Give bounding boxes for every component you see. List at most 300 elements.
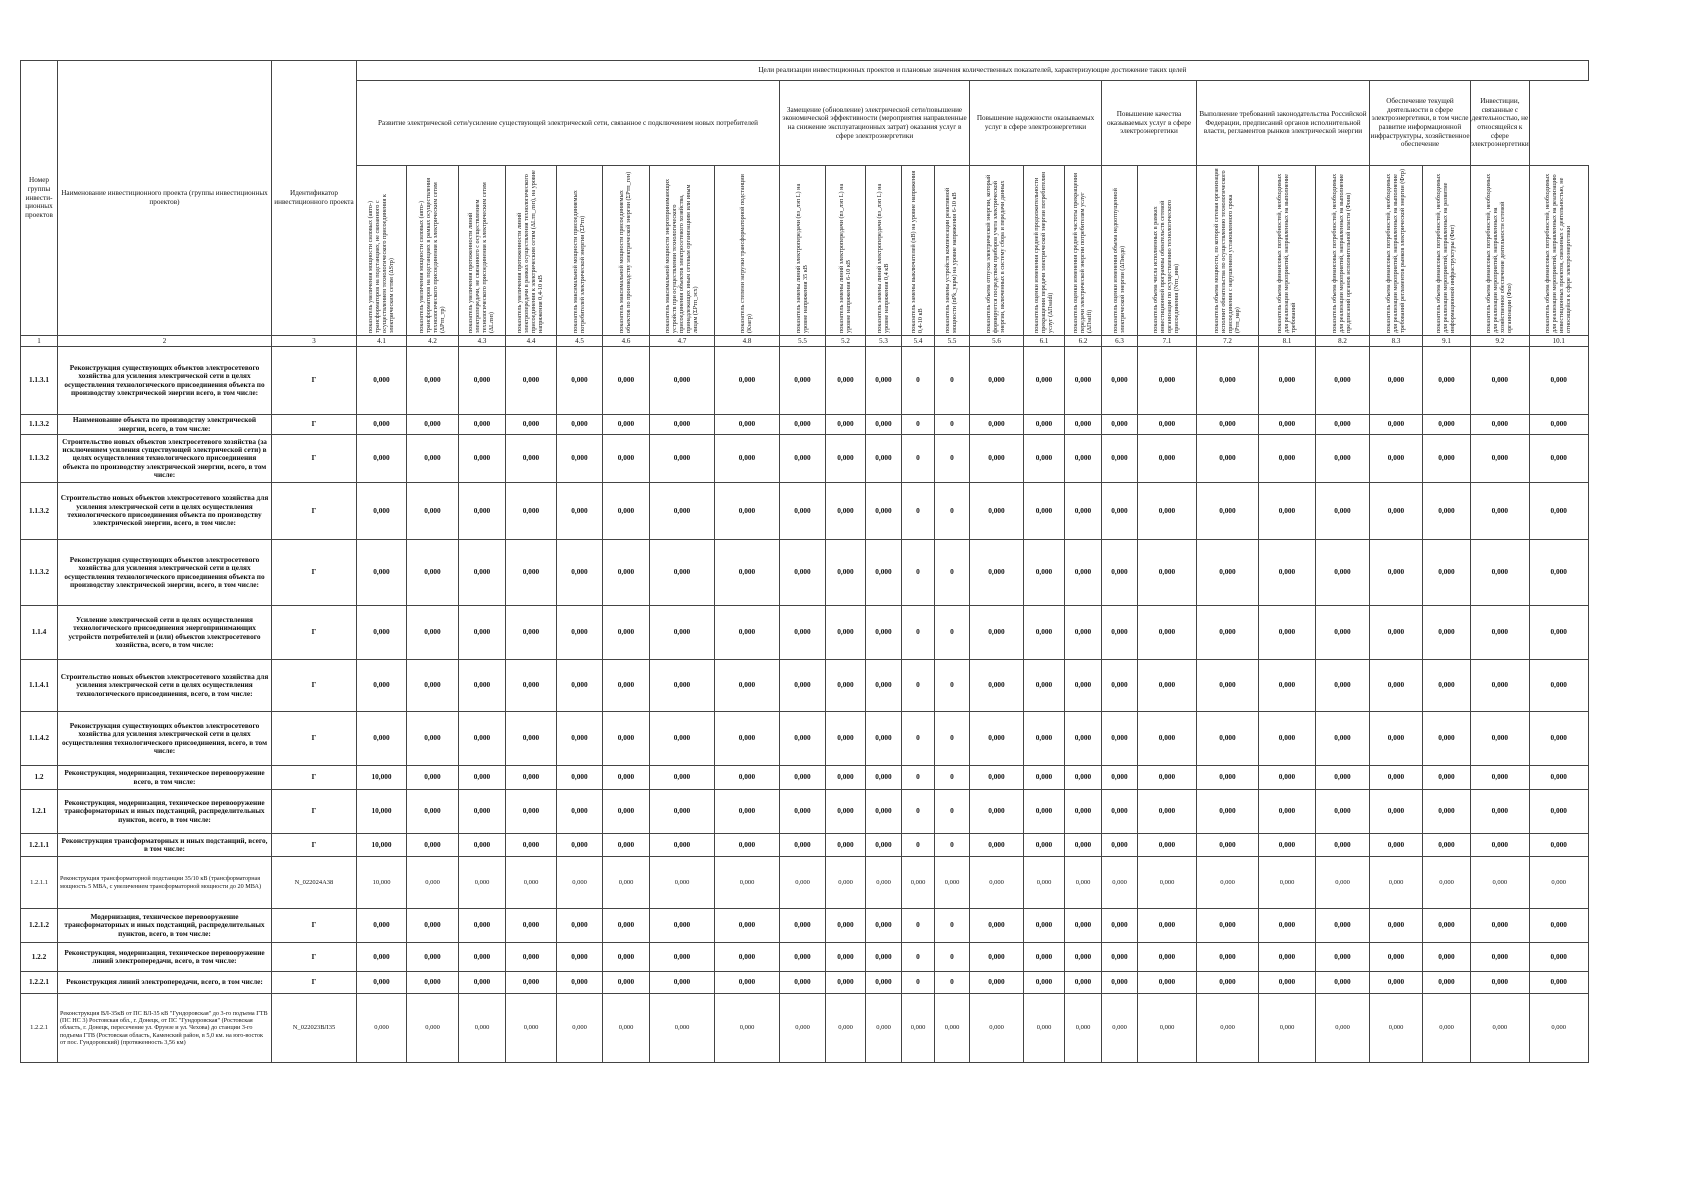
row-value: 0,000 <box>866 660 902 712</box>
row-value: 0,000 <box>715 943 780 972</box>
row-value: 0,000 <box>459 766 506 790</box>
row-value: 0,000 <box>715 766 780 790</box>
row-value: 0,000 <box>1138 540 1197 606</box>
row-project-id: Г <box>272 415 357 435</box>
table-row <box>21 606 1589 660</box>
row-value: 0,000 <box>603 415 650 435</box>
row-value: 0,000 <box>357 435 407 483</box>
header-indicator <box>1024 166 1065 336</box>
row-value: 0,000 <box>1529 857 1588 909</box>
row-value: 0,000 <box>1316 435 1370 483</box>
row-value: 0,000 <box>603 790 650 834</box>
column-number: 7.2 <box>1197 336 1259 347</box>
row-value: 0,000 <box>780 712 826 766</box>
header-indicator-label: показатель объема финансовых потребностей, необходимых для реализации мероприятий, направленных на реализацию инвестиционных проектов, связанных с деятельностью, не относящейся к сфере электроэнергетики <box>1543 173 1572 333</box>
row-value: 0,000 <box>1138 712 1197 766</box>
row-value: 0,000 <box>650 435 715 483</box>
header-indicator <box>1423 166 1471 336</box>
table-row <box>21 540 1589 606</box>
row-value: 0,000 <box>1316 415 1370 435</box>
row-value: 0 <box>902 540 935 606</box>
row-value: 0,000 <box>1423 972 1471 994</box>
row-value: 0,000 <box>1423 834 1471 857</box>
row-value: 0,000 <box>1065 857 1102 909</box>
row-project-id: Г <box>272 660 357 712</box>
row-value: 0,000 <box>1024 606 1065 660</box>
row-value: 0,000 <box>1065 540 1102 606</box>
row-value: 0,000 <box>1316 660 1370 712</box>
row-value: 0 <box>935 909 970 943</box>
row-value: 0,000 <box>1102 857 1138 909</box>
column-number: 2 <box>58 336 272 347</box>
row-value: 0,000 <box>1102 712 1138 766</box>
row-value: 0,000 <box>1024 790 1065 834</box>
row-value: 0,000 <box>506 972 557 994</box>
row-value: 0,000 <box>1423 909 1471 943</box>
row-value: 0,000 <box>780 972 826 994</box>
row-value: 0,000 <box>826 660 866 712</box>
row-value: 0,000 <box>1370 660 1423 712</box>
row-value: 0,000 <box>1102 347 1138 415</box>
row-value: 0,000 <box>715 660 780 712</box>
row-value: 0,000 <box>1065 994 1102 1063</box>
row-value: 0,000 <box>407 834 459 857</box>
row-value: 0,000 <box>1197 857 1259 909</box>
row-value: 0,000 <box>1529 994 1588 1063</box>
row-project-name: Реконструкция существующих объектов электросетевого хозяйства для усиления электрической сети в целях осуществления технологического присоединения, всего, в том числе: <box>58 712 272 766</box>
row-value: 0,000 <box>866 540 902 606</box>
row-value: 0,000 <box>407 483 459 540</box>
row-project-name: Наименование объекта по производству электрической энергии, всего, в том числе: <box>58 415 272 435</box>
row-value: 0,000 <box>826 994 866 1063</box>
row-value: 0,000 <box>970 909 1024 943</box>
row-value: 0,000 <box>407 790 459 834</box>
row-value: 0,000 <box>650 857 715 909</box>
row-value: 0,000 <box>715 834 780 857</box>
row-value: 0,000 <box>780 606 826 660</box>
row-value: 0,000 <box>826 909 866 943</box>
row-value: 0,000 <box>357 606 407 660</box>
header-project-id: Идентификатор инвестиционного проекта <box>272 61 357 336</box>
header-indicator <box>780 166 826 336</box>
row-value: 0,000 <box>650 790 715 834</box>
row-value: 0,000 <box>935 994 970 1063</box>
row-value: 0,000 <box>1529 540 1588 606</box>
row-value: 0,000 <box>557 857 603 909</box>
investment-table <box>20 60 1589 1063</box>
header-indicator <box>1102 166 1138 336</box>
column-number: 5.5 <box>935 336 970 347</box>
table-row <box>21 972 1589 994</box>
table-row <box>21 660 1589 712</box>
row-value: 0,000 <box>1138 347 1197 415</box>
column-number: 5.6 <box>970 336 1024 347</box>
row-value: 0,000 <box>1197 435 1259 483</box>
row-value: 0,000 <box>715 483 780 540</box>
row-value: 0,000 <box>715 347 780 415</box>
row-value: 0,000 <box>459 540 506 606</box>
row-value: 0 <box>902 415 935 435</box>
row-value: 0,000 <box>1423 606 1471 660</box>
row-value: 0,000 <box>1197 415 1259 435</box>
row-value: 0,000 <box>459 435 506 483</box>
row-value: 0,000 <box>1138 766 1197 790</box>
row-value: 0,000 <box>1529 483 1588 540</box>
row-value: 0,000 <box>1423 347 1471 415</box>
row-value: 0,000 <box>407 606 459 660</box>
table-row <box>21 834 1589 857</box>
row-value: 0 <box>935 834 970 857</box>
row-value: 0,000 <box>1423 483 1471 540</box>
row-value: 0 <box>902 972 935 994</box>
row-value: 0,000 <box>650 834 715 857</box>
row-value: 0,000 <box>1471 857 1530 909</box>
row-value: 0,000 <box>902 994 935 1063</box>
row-value: 0,000 <box>1529 766 1588 790</box>
row-value: 0,000 <box>715 790 780 834</box>
row-value: 0,000 <box>1259 994 1316 1063</box>
row-value: 0,000 <box>1065 606 1102 660</box>
row-value: 0,000 <box>650 712 715 766</box>
row-value: 0,000 <box>603 909 650 943</box>
header-indicator <box>1197 166 1259 336</box>
row-value: 0,000 <box>506 790 557 834</box>
row-value: 0,000 <box>1316 790 1370 834</box>
header-indicator-label: показатель увеличения мощности силовых (авто-) трансформаторов на подстанциях в рамках осуществления технологического присоединения к электрическим сетям (ΔPтп_тр) <box>417 177 446 333</box>
row-value: 0,000 <box>1024 712 1065 766</box>
header-indicator-label: показатель увеличения протяженности линий электропередачи, не связанного с осуществлением технологического присоединения к электрическим сетям (ΔLлэп) <box>467 182 495 333</box>
row-value: 0,000 <box>866 972 902 994</box>
row-value: 0,000 <box>866 790 902 834</box>
row-project-name: Строительство новых объектов электросетевого хозяйства (за исключением усиления существующей электрической сети) в целях осуществления технологического присоединения объекта по производству электрической энергии, всего, в том числе: <box>58 435 272 483</box>
row-value: 0,000 <box>1529 347 1588 415</box>
row-value: 0 <box>902 483 935 540</box>
row-value: 0,000 <box>603 834 650 857</box>
row-value: 0,000 <box>1138 909 1197 943</box>
column-number: 4.1 <box>357 336 407 347</box>
row-value: 0,000 <box>866 834 902 857</box>
column-number: 10.1 <box>1529 336 1588 347</box>
row-value: 0,000 <box>1197 972 1259 994</box>
row-number: 1.1.4.1 <box>21 660 58 712</box>
row-number: 1.1.4 <box>21 606 58 660</box>
row-number: 1.1.3.1 <box>21 347 58 415</box>
row-value: 0,000 <box>506 766 557 790</box>
row-value: 0,000 <box>357 347 407 415</box>
row-value: 0,000 <box>1423 857 1471 909</box>
row-value: 0,000 <box>780 790 826 834</box>
row-number: 1.2.2.1 <box>21 972 58 994</box>
row-value: 0,000 <box>1138 943 1197 972</box>
table-row <box>21 857 1589 909</box>
row-value: 0,000 <box>866 909 902 943</box>
header-indicator-label: показатель оценки изменения объема недоотпущенной электрической энергии (ΔПнедо) <box>1111 188 1126 333</box>
row-value: 0,000 <box>970 660 1024 712</box>
row-value: 0,000 <box>650 415 715 435</box>
column-number: 1 <box>21 336 58 347</box>
row-project-name: Строительство новых объектов электросетевого хозяйства для усиления электрической сети в целях осуществления технологического присоединения, всего, в том числе: <box>58 660 272 712</box>
row-value: 10,000 <box>357 834 407 857</box>
header-indicator <box>1138 166 1197 336</box>
row-value: 10,000 <box>357 857 407 909</box>
row-value: 0,000 <box>407 857 459 909</box>
row-value: 0,000 <box>1102 660 1138 712</box>
row-value: 0,000 <box>1197 483 1259 540</box>
table-row <box>21 415 1589 435</box>
row-value: 0,000 <box>970 606 1024 660</box>
row-value: 0,000 <box>1138 790 1197 834</box>
row-value: 0,000 <box>357 972 407 994</box>
row-value: 0 <box>935 790 970 834</box>
row-value: 0,000 <box>506 540 557 606</box>
row-value: 0,000 <box>1471 790 1530 834</box>
header-indicator <box>459 166 506 336</box>
row-value: 0,000 <box>866 712 902 766</box>
row-project-name: Реконструкция трансформаторных и иных подстанций, всего, в том числе: <box>58 834 272 857</box>
row-value: 0,000 <box>357 415 407 435</box>
row-value: 0,000 <box>866 857 902 909</box>
row-value: 0,000 <box>1259 972 1316 994</box>
row-value: 0 <box>902 909 935 943</box>
row-value: 0,000 <box>970 712 1024 766</box>
row-value: 0,000 <box>1529 415 1588 435</box>
row-value: 0,000 <box>715 909 780 943</box>
row-value: 0,000 <box>1102 766 1138 790</box>
header-indicator <box>970 166 1024 336</box>
row-value: 0,000 <box>715 994 780 1063</box>
header-indicator <box>1065 166 1102 336</box>
row-project-id: Г <box>272 972 357 994</box>
row-value: 0,000 <box>557 540 603 606</box>
row-project-id: Г <box>272 766 357 790</box>
row-value: 0,000 <box>970 834 1024 857</box>
row-value: 0,000 <box>506 909 557 943</box>
header-indicator <box>407 166 459 336</box>
row-value: 0,000 <box>1024 994 1065 1063</box>
indicators-table <box>20 60 1589 1063</box>
row-value: 0,000 <box>459 790 506 834</box>
row-value: 0,000 <box>557 347 603 415</box>
row-value: 0 <box>935 943 970 972</box>
row-number: 1.2 <box>21 766 58 790</box>
row-value: 0,000 <box>603 483 650 540</box>
header-indicator-label: показатель степени загрузки трансформаторной подстанции (Кзагр) <box>739 174 753 333</box>
row-value: 0,000 <box>407 766 459 790</box>
header-indicator-label: показатель объема отпуска электрической энергии, который формируется посредством приборов учета электрической энергии, включенных в систему сбора и передачи данных <box>985 174 1006 333</box>
row-value: 0,000 <box>1024 483 1065 540</box>
row-value: 0,000 <box>1529 972 1588 994</box>
row-value: 0,000 <box>1197 766 1259 790</box>
row-value: 0,000 <box>557 909 603 943</box>
row-value: 0,000 <box>1529 435 1588 483</box>
row-value: 0,000 <box>1423 660 1471 712</box>
row-value: 0,000 <box>780 857 826 909</box>
header-indicator-label: показатель максимальной мощности энергопринимающих устройств при осуществлении технологического присоединения объектов электросетевого хозяйства, принадлежащих иным сетевым организациям или иным лицам (ΣPтп_эсх) <box>663 178 699 333</box>
row-value: 0,000 <box>1529 790 1588 834</box>
table-row <box>21 994 1589 1063</box>
row-value: 0,000 <box>1197 540 1259 606</box>
row-value: 0 <box>935 483 970 540</box>
header-indicator-label: показатель оценки изменения средней частоты прекращения передачи электрической энергии потребителям услуг (ΔПsaifi) <box>1071 173 1093 333</box>
row-value: 0,000 <box>1370 540 1423 606</box>
row-value: 0,000 <box>1065 834 1102 857</box>
column-number: 7.1 <box>1138 336 1197 347</box>
row-number: 1.1.3.2 <box>21 415 58 435</box>
header-project-name: Наименование инвестиционного проекта (группы инвестиционных проектов) <box>58 61 272 336</box>
row-value: 0,000 <box>650 347 715 415</box>
row-value: 0,000 <box>780 834 826 857</box>
row-value: 0,000 <box>557 834 603 857</box>
row-value: 0,000 <box>826 540 866 606</box>
row-value: 0,000 <box>1370 994 1423 1063</box>
row-value: 0,000 <box>826 857 866 909</box>
row-value: 0,000 <box>650 660 715 712</box>
header-indicator <box>935 166 970 336</box>
table-row <box>21 943 1589 972</box>
row-project-name: Модернизация, техническое перевооружение трансформаторных и иных подстанций, распределительных пунктов, всего, в том числе: <box>58 909 272 943</box>
header-indicator <box>603 166 650 336</box>
column-number: 4.8 <box>715 336 780 347</box>
column-number: 4.7 <box>650 336 715 347</box>
header-indicator-label: показатель объема мощности, по которой сетевая организация исполнит обязательства по осуществлению технологического присоединения с нарушением установленного срока (Pтп_нар) <box>1212 168 1241 333</box>
row-value: 0,000 <box>407 712 459 766</box>
row-value: 0,000 <box>1259 347 1316 415</box>
row-value: 0,000 <box>1471 435 1530 483</box>
row-value: 0,000 <box>1197 660 1259 712</box>
row-value: 0,000 <box>1138 660 1197 712</box>
row-value: 0,000 <box>1471 347 1530 415</box>
row-value: 0,000 <box>407 994 459 1063</box>
row-value: 0,000 <box>1065 660 1102 712</box>
table-row <box>21 483 1589 540</box>
row-value: 0,000 <box>715 415 780 435</box>
row-value: 0,000 <box>650 483 715 540</box>
row-project-id: Г <box>272 540 357 606</box>
row-value: 0,000 <box>1471 483 1530 540</box>
row-value: 0,000 <box>780 415 826 435</box>
row-value: 0,000 <box>459 857 506 909</box>
row-value: 0,000 <box>1138 857 1197 909</box>
row-value: 0,000 <box>1259 909 1316 943</box>
header-goal-group: Инвестиции, связанные с деятельностью, не относящейся к сфере электроэнергетики <box>1471 81 1530 166</box>
row-value: 0,000 <box>1259 766 1316 790</box>
row-value: 0,000 <box>715 972 780 994</box>
row-value: 0,000 <box>866 606 902 660</box>
row-value: 0 <box>935 972 970 994</box>
header-goal-group: Выполнение требований законодательства Российской Федерации, предписаний органов исполнительной власти, регламентов рынков электрической энергии <box>1197 81 1370 166</box>
row-value: 0,000 <box>715 435 780 483</box>
row-value: 0,000 <box>826 834 866 857</box>
column-number: 6.3 <box>1102 336 1138 347</box>
row-value: 0,000 <box>1024 857 1065 909</box>
row-value: 0,000 <box>407 415 459 435</box>
row-value: 0,000 <box>1529 909 1588 943</box>
row-value: 0,000 <box>1423 766 1471 790</box>
row-value: 0 <box>935 347 970 415</box>
row-number: 1.2.1.1 <box>21 834 58 857</box>
row-value: 0 <box>935 712 970 766</box>
row-number: 1.2.2.1 <box>21 994 58 1063</box>
row-project-id: Г <box>272 435 357 483</box>
row-value: 0 <box>935 415 970 435</box>
row-value: 0,000 <box>459 712 506 766</box>
row-value: 0,000 <box>970 415 1024 435</box>
row-value: 0,000 <box>1370 347 1423 415</box>
row-value: 0,000 <box>715 606 780 660</box>
row-value: 0 <box>935 766 970 790</box>
row-value: 0,000 <box>557 712 603 766</box>
row-value: 0 <box>902 660 935 712</box>
column-number: 5.4 <box>902 336 935 347</box>
row-value: 0,000 <box>1259 435 1316 483</box>
row-value: 0,000 <box>935 857 970 909</box>
header-indicator <box>357 166 407 336</box>
row-project-id: Г <box>272 790 357 834</box>
row-number: 1.1.3.2 <box>21 540 58 606</box>
row-project-name: Реконструкция существующих объектов электросетевого хозяйства для усиления электрической сети в целях осуществления технологического присоединения объекта по производству электрической энергии всего, в том числе: <box>58 347 272 415</box>
row-value: 0,000 <box>1259 712 1316 766</box>
row-value: 0,000 <box>1259 943 1316 972</box>
row-value: 0,000 <box>1259 834 1316 857</box>
row-value: 0,000 <box>1423 994 1471 1063</box>
row-value: 0,000 <box>650 943 715 972</box>
row-project-name: Реконструкция, модернизация, техническое перевооружение трансформаторных и иных подстанций, распределительных пунктов, всего, в том числе: <box>58 790 272 834</box>
row-number: 1.2.1.1 <box>21 857 58 909</box>
row-value: 0,000 <box>1065 483 1102 540</box>
column-number: 3 <box>272 336 357 347</box>
row-value: 0,000 <box>1370 483 1423 540</box>
row-project-id: Г <box>272 712 357 766</box>
header-indicator <box>1259 166 1316 336</box>
row-value: 0,000 <box>1065 943 1102 972</box>
header-goal-group: Замещение (обновление) электрической сети/повышение экономической эффективности (мероприятия направленные на снижение эксплуатационных затрат) оказания услуг в сфере электроэнергетики <box>780 81 970 166</box>
header-indicator <box>1529 166 1588 336</box>
column-number: 8.3 <box>1370 336 1423 347</box>
header-goal-group: Обеспечение текущей деятельности в сфере электроэнергетики, в том числе развитие информационной инфраструктуры, хозяйственное обеспечение <box>1370 81 1471 166</box>
row-value: 0,000 <box>1423 540 1471 606</box>
header-indicator-label: показатель объема финансовых потребностей, необходимых для реализации мероприятий, направленных на выполнение требований <box>1275 173 1297 333</box>
row-value: 0 <box>902 606 935 660</box>
row-value: 0,000 <box>780 540 826 606</box>
row-value: 0,000 <box>603 972 650 994</box>
row-value: 0,000 <box>459 994 506 1063</box>
row-value: 0,000 <box>715 540 780 606</box>
row-value: 0,000 <box>1370 834 1423 857</box>
row-value: 0,000 <box>826 435 866 483</box>
row-value: 0,000 <box>1138 606 1197 660</box>
row-value: 0 <box>902 790 935 834</box>
row-value: 0,000 <box>970 790 1024 834</box>
row-value: 0,000 <box>780 435 826 483</box>
row-project-id: Г <box>272 834 357 857</box>
header-indicator <box>902 166 935 336</box>
column-number: 8.1 <box>1259 336 1316 347</box>
row-value: 0,000 <box>780 994 826 1063</box>
row-value: 0,000 <box>902 857 935 909</box>
row-value: 0,000 <box>557 766 603 790</box>
row-value: 0,000 <box>357 994 407 1063</box>
row-number: 1.1.3.2 <box>21 435 58 483</box>
row-value: 0,000 <box>780 943 826 972</box>
row-value: 0,000 <box>1471 606 1530 660</box>
row-value: 0,000 <box>1065 712 1102 766</box>
row-value: 0,000 <box>407 972 459 994</box>
row-value: 0,000 <box>1065 972 1102 994</box>
row-value: 0,000 <box>506 994 557 1063</box>
row-value: 0 <box>902 712 935 766</box>
row-value: 0,000 <box>357 712 407 766</box>
row-value: 0,000 <box>1471 972 1530 994</box>
